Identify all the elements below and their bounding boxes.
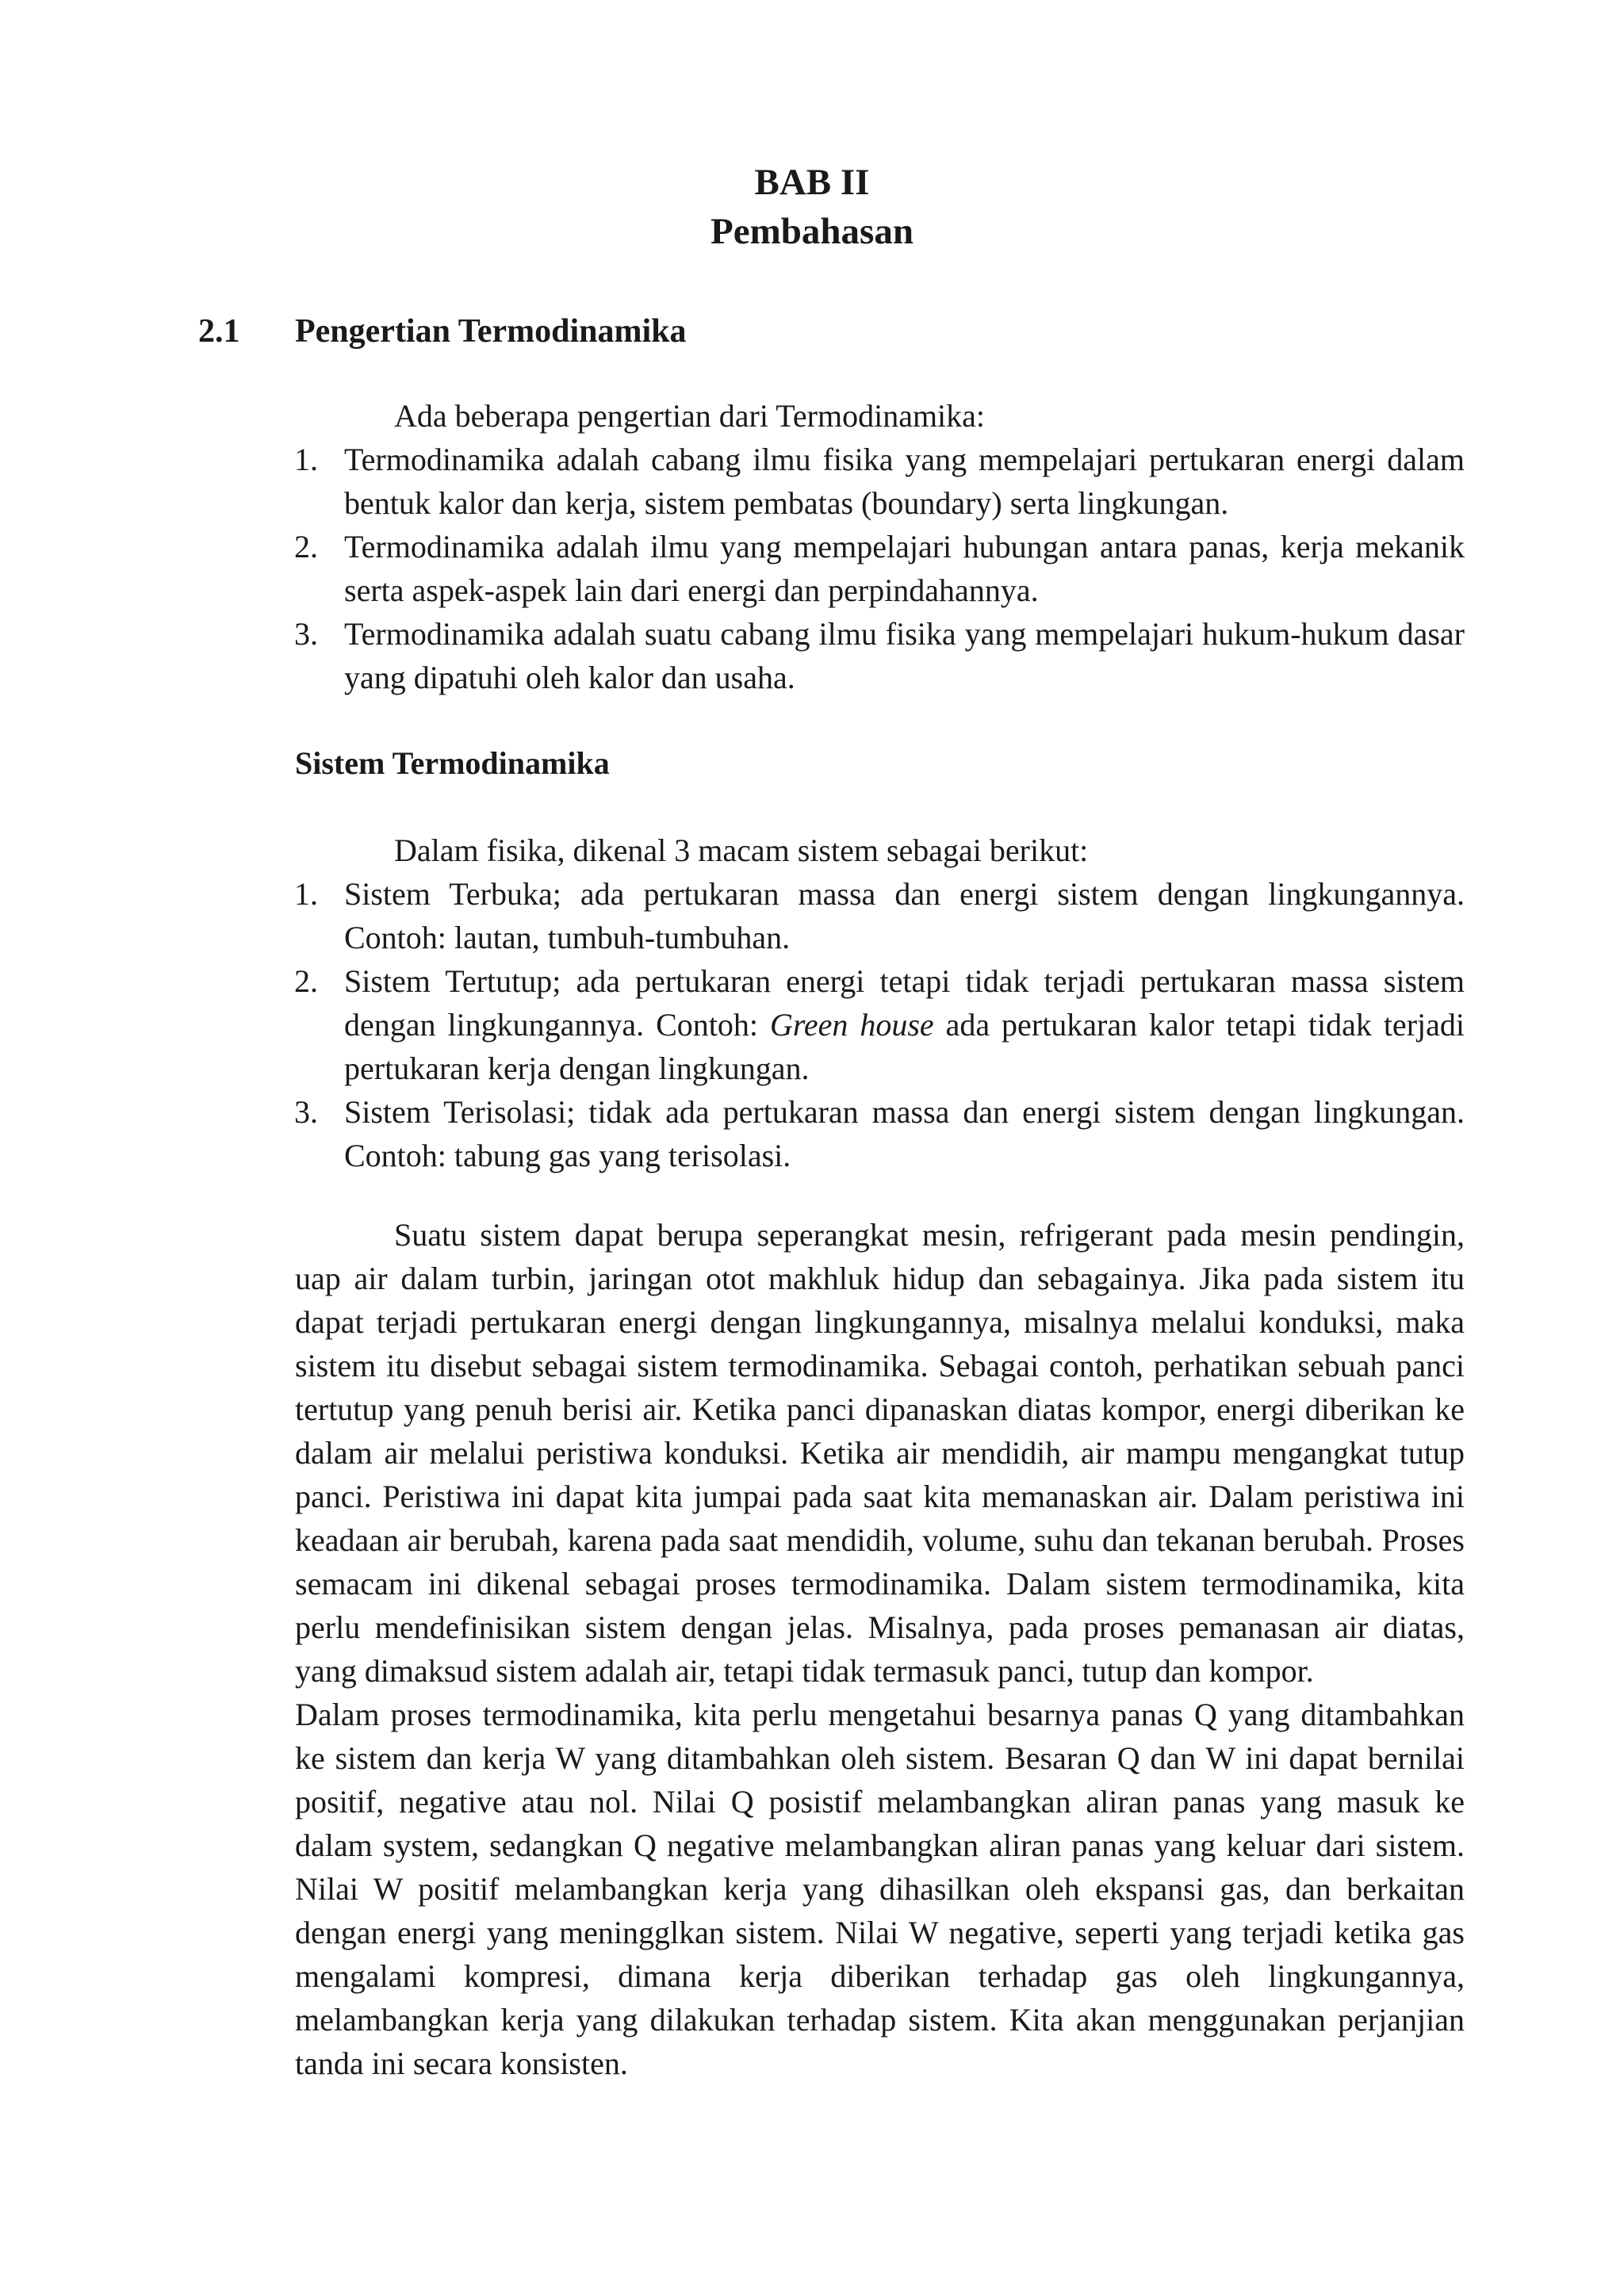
- list-text: Sistem Terisolasi; tidak ada pertukaran massa dan energi sistem dengan lingkungan. Contoh: tabung gas yang terisolasi.: [344, 1094, 1465, 1173]
- chapter-label: BAB II: [754, 162, 870, 203]
- explanation-block: [295, 1213, 1465, 2085]
- list-number: 3.: [294, 616, 318, 652]
- definitions-list: [295, 438, 1465, 699]
- systems-intro: Dalam fisika, dikenal 3 macam sistem sebagai berikut:: [394, 832, 1089, 868]
- list-number: 1.: [294, 876, 318, 912]
- list-number: 3.: [294, 1094, 318, 1130]
- systems-list: [295, 872, 1465, 1177]
- paragraph: Dalam proses termodinamika, kita perlu mengetahui besarnya panas Q yang ditambahkan ke sistem dan kerja W yang ditambahkan oleh sistem. Besaran Q dan W ini dapat bernilai positif, negative atau nol. Nilai Q posistif melambangkan aliran panas yang masuk ke dalam system, sedangkan Q negative melambangkan aliran panas yang keluar dari sistem. Nilai W positif melambangkan kerja yang dihasilkan oleh ekspansi gas, dan berkaitan dengan energi yang meningglkan sistem. Nilai W negative, seperti yang terjadi ketika gas mengalami kompresi, dimana kerja diberikan terhadap gas oleh lingkungannya, melambangkan kerja yang dilakukan terhadap sistem. Kita akan menggunakan perjanjian tanda ini secara konsisten.: [295, 1697, 1465, 2081]
- list-item: [295, 959, 1465, 1090]
- list-item: [295, 612, 1465, 699]
- list-text: ada pertukaran kalor tetapi tidak terjadi pertukaran kerja dengan lingkungan.: [344, 1007, 1465, 1086]
- subheading-sistem: Sistem Termodinamika: [295, 745, 610, 781]
- chapter-title: Pembahasan: [710, 211, 914, 252]
- list-number: 2.: [294, 529, 318, 564]
- list-text: Termodinamika adalah suatu cabang ilmu fisika yang mempelajari hukum-hukum dasar yang dipatuhi oleh kalor dan usaha.: [344, 616, 1465, 695]
- systems-block: [295, 828, 1465, 1177]
- list-item: [295, 438, 1465, 525]
- definitions-block: [295, 394, 1465, 699]
- list-item: [295, 872, 1465, 959]
- italic-term: Green house: [769, 1007, 934, 1043]
- list-item: [295, 525, 1465, 612]
- list-text: Sistem Terbuka; ada pertukaran massa dan energi sistem dengan lingkungannya. Contoh: lautan, tumbuh-tumbuhan.: [344, 876, 1465, 955]
- list-text: Termodinamika adalah ilmu yang mempelajari hubungan antara panas, kerja mekanik serta aspek-aspek lain dari energi dan perpindahannya.: [344, 529, 1465, 608]
- definitions-intro: Ada beberapa pengertian dari Termodinamika:: [394, 398, 986, 434]
- section-number: 2.1: [198, 313, 240, 350]
- paragraph: Suatu sistem dapat berupa seperangkat mesin, refrigerant pada mesin pendingin, uap air dalam turbin, jaringan otot makhluk hidup dan sebagainya. Jika pada sistem itu dapat terjadi pertukaran energi dengan lingkungannya, misalnya melalui konduksi, maka sistem itu disebut sebagai sistem termodinamika. Sebagai contoh, perhatikan sebuah panci tertutup yang penuh berisi air. Ketika panci dipanaskan diatas kompor, energi diberikan ke dalam air melalui peristiwa konduksi. Ketika air mendidih, air mampu mengangkat tutup panci. Peristiwa ini dapat kita jumpai pada saat kita memanaskan air. Dalam peristiwa ini keadaan air berubah, karena pada saat mendidih, volume, suhu dan tekanan berubah. Proses semacam ini dikenal sebagai proses termodinamika. Dalam sistem termodinamika, kita perlu mendefinisikan sistem dengan jelas. Misalnya, pada proses pemanasan air diatas, yang dimaksud sistem adalah air, tetapi tidak termasuk panci, tutup dan kompor.: [295, 1217, 1465, 1689]
- list-number: 1.: [294, 442, 318, 477]
- list-item: [295, 1090, 1465, 1177]
- list-text: Termodinamika adalah cabang ilmu fisika yang mempelajari pertukaran energi dalam bentuk kalor dan kerja, sistem pembatas (boundary) serta lingkungan.: [344, 442, 1465, 521]
- section-title: Pengertian Termodinamika: [295, 313, 687, 350]
- list-text: Sistem Tertutup; ada pertukaran energi tetapi tidak terjadi pertukaran massa sistem dengan lingkungannya. Contoh:: [344, 963, 1465, 1043]
- list-number: 2.: [294, 963, 318, 999]
